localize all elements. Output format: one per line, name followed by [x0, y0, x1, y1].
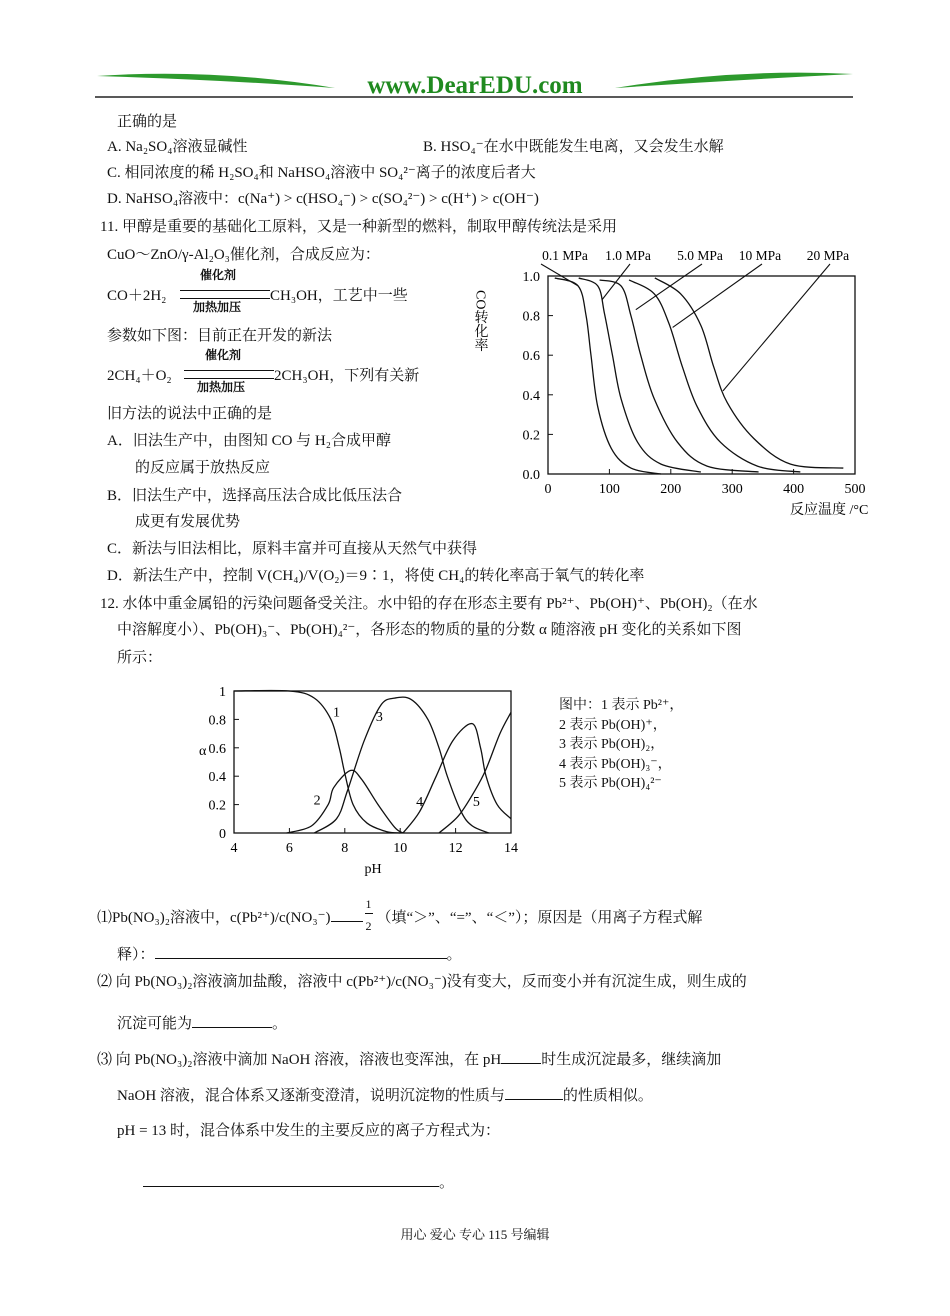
legend-label-1: 1.0 MPa	[605, 248, 651, 263]
q12-part1-line2	[117, 944, 462, 964]
x-tick-label: 6	[285, 841, 293, 856]
legend-item-1: 图中：1 表示 Pb²⁺，	[559, 698, 684, 713]
x-tick-label: 4	[230, 841, 238, 856]
curve-label-5: 5	[472, 795, 480, 811]
curve-label-4: 4	[416, 795, 424, 811]
legend-label-4: 20 MPa	[806, 248, 850, 263]
legend-pointer-line	[723, 264, 830, 391]
q11-stem-1: 11. 甲醇是重要的基础化工原料，又是一种新型的燃料，制取甲醇传统法是采用	[100, 219, 617, 235]
x-axis-label: 反应温度 /°C	[790, 503, 869, 518]
fraction-bar	[365, 913, 373, 914]
series-curve-20-MPa	[655, 278, 843, 468]
fraction-denominator: 2	[365, 919, 372, 933]
y-tick-label: 0.2	[208, 798, 226, 814]
page-footer: 用心 爱心 专心 115 号编辑	[400, 1227, 550, 1242]
period: 。	[272, 1016, 288, 1032]
series-curve-10-MPa	[629, 280, 800, 472]
q12-part1-line1	[97, 897, 703, 933]
legend-pointer-line	[636, 264, 702, 310]
answer-blank-4[interactable]	[501, 1049, 541, 1064]
q12-stem-3: 所示：	[117, 650, 163, 666]
legend-pointer-line	[673, 264, 762, 327]
legend-item-5: 5 表示 Pb(OH)₄²⁻	[559, 776, 662, 791]
legend-label-2: 5.0 MPa	[677, 248, 723, 263]
series-curve-0-1-MPa	[555, 278, 661, 474]
banner-right-swoosh	[615, 73, 853, 88]
q12-part1-text-b: （填“＞”、“=”、“＜”）；原因是（用离子方程式解	[376, 910, 703, 926]
q10-option-b: B. HSO₄⁻在水中既能发生电离，又会发生水解	[423, 139, 724, 155]
y-tick-label: 0.2	[522, 428, 540, 444]
x-tick-label: 0	[544, 482, 552, 497]
series-curve-5-0-MPa	[600, 280, 759, 472]
q11-eq2-catalyst: 催化剂	[205, 348, 242, 362]
q11-option-d: D．新法生产中，控制 V(CH₄)/V(O₂)＝9∶1，将使 CH₄的转化率高于氧气的转化率	[107, 568, 645, 584]
answer-blank-3[interactable]	[192, 1013, 272, 1028]
q12-part3-text-a: ⑶ 向 Pb(NO₃)₂溶液中滴加 NaOH 溶液，溶液也变浑浊，在 pH	[97, 1052, 502, 1068]
q12-part3-text-b: NaOH 溶液，混合体系又逐渐变澄清，说明沉淀物的性质与	[117, 1088, 505, 1104]
q11-stem-4: 参数如下图：目前正在开发的新法	[107, 328, 333, 344]
q12-stem-1: 12. 水体中重金属铅的污染问题备受关注。水中铅的存在形态主要有 Pb²⁺、Pb(OH)⁺、Pb(OH)₂（在水	[100, 596, 758, 612]
q12-part1-text-c: 释）：	[117, 947, 155, 963]
q11-option-c: C．新法与旧法相比，原料丰富并可直接从天然气中获得	[107, 541, 478, 557]
y-tick-label: 0	[219, 827, 226, 842]
x-tick-label: 400	[783, 482, 805, 497]
q11-stem-2: CuO～ZnO/γ-Al₂O₃催化剂，合成反应为：	[107, 247, 380, 263]
plot-frame	[234, 691, 511, 833]
q10-option-a: A. Na₂SO₄溶液显碱性	[107, 139, 248, 155]
q12-part1-text-a: ⑴Pb(NO₃)₂溶液中，c(Pb²⁺)/c(NO₃⁻)	[97, 910, 331, 926]
q12-part3-line2	[117, 1085, 653, 1105]
header-logo: www.DearEDU.com	[367, 72, 583, 99]
legend-label-3: 10 MPa	[738, 248, 782, 263]
legend-item-2: 2 表示 Pb(OH)⁺，	[559, 717, 667, 733]
q11-option-b-cont: 成更有发展优势	[135, 514, 241, 530]
x-tick-label: 12	[448, 841, 463, 856]
y-tick-label: 1	[219, 685, 226, 700]
q12-part2-text-b: 沉淀可能为	[117, 1016, 193, 1032]
q11-option-a: A．旧法生产中，由图知 CO 与 H₂合成甲醇	[107, 433, 391, 449]
curve-label-3: 3	[375, 709, 383, 725]
y-axis-label: α	[199, 743, 207, 759]
banner-left-swoosh	[97, 74, 335, 88]
y-tick-label: 0.8	[522, 309, 540, 325]
y-tick-label: 0.8	[208, 713, 226, 729]
series-curve-2	[287, 770, 403, 833]
q11-eq2-left: 2CH₄＋O₂	[107, 368, 172, 384]
x-tick-label: 200	[660, 482, 682, 497]
y-tick-label: 0.4	[208, 770, 226, 786]
chart2-legend	[559, 696, 683, 794]
x-tick-label: 8	[341, 841, 349, 856]
q11-eq2-right: 2CH₃OH，下列有关新	[274, 368, 420, 384]
q12-part3-text-a2: 时生成沉淀最多，继续滴加	[541, 1052, 722, 1068]
legend-label-0: 0.1 MPa	[542, 248, 588, 263]
y-tick-label: 0.0	[522, 468, 540, 483]
curve-label-1: 1	[332, 705, 340, 721]
y-tick-label: 0.6	[208, 741, 226, 757]
y-tick-label: 0.4	[522, 388, 540, 404]
q12-part3-text-b2: 的性质相似。	[562, 1088, 653, 1104]
co-conversion-chart	[470, 240, 870, 525]
x-tick-label: 14	[504, 841, 518, 856]
answer-blank-6[interactable]	[143, 1172, 439, 1187]
q11-eq1-left: CO＋2H₂	[107, 288, 167, 304]
q10-option-d: D. NaHSO₄溶液中：c(Na⁺) > c(HSO₄⁻) > c(SO₄²⁻) > c(H⁺) > c(OH⁻)	[107, 191, 539, 207]
q12-stem-2: 中溶解度小）、Pb(OH)₃⁻、Pb(OH)₄²⁻，各形态的物质的量的分数 α 随溶液 pH 变化的关系如下图	[117, 622, 742, 638]
q10-stem: 正确的是	[117, 114, 178, 130]
y-axis-label: CO转化率	[472, 290, 488, 352]
legend-item-3: 3 表示 Pb(OH)₂，	[559, 737, 665, 752]
x-tick-label: 300	[721, 482, 743, 497]
q12-part2-line2	[117, 1013, 287, 1033]
series-curve-5	[439, 712, 511, 833]
legend-item-4: 4 表示 Pb(OH)₃⁻，	[559, 756, 672, 772]
q11-stem-6: 旧方法的说法中正确的是	[107, 406, 273, 422]
answer-blank-5[interactable]	[505, 1085, 563, 1100]
q12-part2-line1: ⑵ 向 Pb(NO₃)₂溶液滴加盐酸，溶液中 c(Pb²⁺)/c(NO₃⁻)没有变大，反而变小并有沉淀生成，则生成的	[97, 974, 747, 990]
q12-part3-line3: pH = 13 时，混合体系中发生的主要反应的离子方程式为：	[117, 1123, 501, 1139]
x-tick-label: 100	[598, 482, 620, 497]
q11-eq1-right: CH₃OH，工艺中一些	[270, 288, 408, 304]
series-curve-3	[314, 697, 489, 833]
x-axis-label: pH	[364, 862, 382, 877]
plot-frame	[548, 276, 855, 474]
x-tick-label: 500	[844, 482, 866, 497]
answer-blank-1[interactable]	[331, 907, 363, 922]
answer-blank-2[interactable]	[155, 944, 447, 959]
q11-option-b: B．旧法生产中，选择高压法合成比低压法合	[107, 488, 403, 504]
y-tick-label: 0.6	[522, 349, 540, 365]
q11-eq1-condition: 加热加压	[193, 300, 242, 314]
lead-species-chart	[190, 680, 530, 880]
q11-eq1-catalyst: 催化剂	[200, 268, 237, 282]
legend-pointer-line	[541, 264, 578, 286]
q11-option-a-cont: 的反应属于放热反应	[135, 460, 271, 476]
q10-option-c: C. 相同浓度的稀 H₂SO₄和 NaHSO₄溶液中 SO₄²⁻离子的浓度后者大	[107, 165, 536, 181]
x-tick-label: 10	[393, 841, 408, 856]
q11-eq2-condition: 加热加压	[197, 380, 246, 394]
y-tick-label: 1.0	[522, 270, 540, 285]
fraction-numerator: 1	[365, 897, 372, 911]
period: 。	[446, 947, 462, 963]
header-banner	[95, 66, 855, 100]
curve-label-2: 2	[313, 793, 321, 809]
period: 。	[439, 1175, 455, 1191]
q12-part3-answer-line	[143, 1172, 454, 1192]
q12-part3-line1	[97, 1049, 721, 1069]
